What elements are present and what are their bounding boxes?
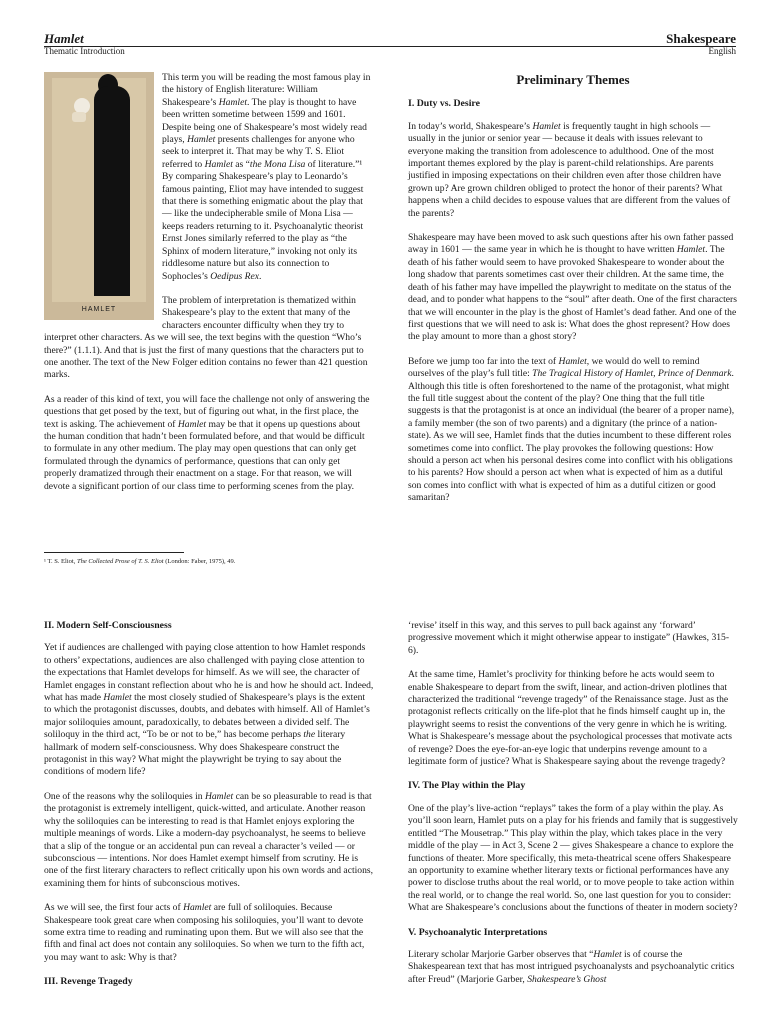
section-heading-duty: I. Duty vs. Desire [408,98,480,110]
intro-column [44,72,374,505]
section-heading-play-within: IV. The Play within the Play [408,780,526,792]
intro-paragraph-1: This term you will be reading the most famous play in the history of English literature: William Shakespeare’s Hamlet. The play is thought to have been written sometime between 1599 and 1601. Despite being one of Shakespeare’s most widely read plays, Hamlet presents challenges for anyone who seek to interpret it. That may be why T. S. Eliot referred to Hamlet as “the Mona Lisa of literature.”¹ By comparing Shakespeare’s play to Leonardo’s famous painting, Eliot may have intended to suggest that there is something enigmatic about the play that — like the undecipherable smile of Mona Lisa — keeps readers returning to it. Psychoanalytic theorist Ernst Jones similarly referred to the play as “the Sphinx of modern literature,” invoking not only its riddlesome nature but also its connection to Sophocles’s Oedipus Rex. [162,72,371,282]
continued-paragraph: ‘revise’ itself in this way, and this serves to pull back against any ‘forward’ progressive movement which it might otherwise appear to instigate” (Hawkes, 315-6). [408,620,730,656]
poster-caption: HAMLET [81,305,117,313]
play-within-paragraph: One of the play’s live-action “replays” takes the form of a play within the play. As you’ll soon learn, Hamlet puts on a play for his friends and family that is suggestively entitled “The Mousetrap.” This play within the play, which takes place in the very middle of the play — in Act 3, Scene 2 — gives Shakespeare a chance to explore the functions of theater. More specifically, this meta-theatrical scene offers Shakespeare an opportunity to examine whether literary texts or fictional performances have any power to disclose truths about the real world, or to move people to take action within the real world, or to change the real world. So, one last question for you to consider: What are Shakespeare’s conclusions about the functions of theater in modern society? [408,802,738,914]
section-heading-revenge: III. Revenge Tragedy [44,976,133,988]
document-subtitle: Thematic Introduction [44,46,125,56]
section-heading-modern: II. Modern Self-Consciousness [44,620,172,631]
revenge-paragraph: At the same time, Hamlet’s proclivity for thinking before he acts would seem to enable Shakespeare to depart from the swift, linear, and action-driven plotlines that characterized the traditional “revenge tragedy” of the Renaissance stage. Just as the protagonist reflects critically on the life-plot that he finds himself caught up in, the playwright seems to resist the conventions of the very genre in which he is writing. What is Shakespeare’s message about the psychological processes that motivate acts of revenge? Does the eye-for-an-eye logic that underpins revenge amount to a legitimate form of justice? What is Shakespeare saying about the revenge tragedy? [408,669,732,768]
hamlet-figure-cloak [94,86,130,296]
page-header-left [44,31,125,57]
themes-heading: Preliminary Themes [516,72,630,87]
themes-paragraph-2: Shakespeare may have been moved to ask such questions after his own father passed away in 1601 — the same year in which he is thought to have written Hamlet. The death of his father would seem to have provoked Shakespeare to wonder about the long shadow that parents sometimes cast over their children. At the same time, the death of his father may have impelled the playwright to meditate on the status of the dead, and to ponder what happens to the “soul” after death. One of the first characters that we will encounter in the play is the ghost of Hamlet’s dead father. And one of the first questions that we will need to ask is: What does the ghost represent? How does the play amount to more than a ghost story? [408,232,737,343]
modern-paragraph-1: Yet if audiences are challenged with paying close attention to how Hamlet responds to others’ expectations, audiences are also challenged with paying close attention to the expectations that Hamlet develops for himself. As we will see, the character of Hamlet engages in constant reflection about who he is and how he should act. Indeed, what has made Hamlet the most closely studied of Shakespeare’s plays is the extent to which the protagonist discusses, doubts, and debates with himself. All of Hamlet’s major soliloquies amount, paradoxically, to debates between a divided self. The soliloquy in the third act, “To be or not to be,” has become perhaps the literary hallmark of modern self-consciousness. Why does Shakespeare construct the protagonist in this way? What might the playwright be trying to say about the conditions of modern life? [44,642,374,778]
subject-label: English [708,46,736,56]
author-name: Shakespeare [666,31,736,46]
themes-paragraph-1: In today’s world, Shakespeare’s Hamlet is frequently taught in high schools — usually in the junior or senior year — because it deals with issues relevant to everyone making the transition from adolescence to adulthood. One of the most important themes explored by the play is parent-child relationships. Are parents justified in imposing expectations on their children even after those children have grown up? Are grown children obliged to protect the honor of their parents? What happens when a child decides to espouse values that are different from the values of the parents? [408,120,731,219]
psychoanalytic-paragraph: Literary scholar Marjorie Garber observes that “Hamlet is of course the Shakespearean text that has most intrigued psychoanalysts and psychoanalytic critics after Freud” (Marjorie Garber, Shakespeare’s Ghost [408,948,735,985]
themes-column [408,74,738,517]
intro-paragraph-2: The problem of interpretation is thematized within Shakespeare’s play to the extent that many of the characters encounter difficulty when they try to interpret other characters. As we will see, the text begins with the question “Who’s there?” (1.1.1). And that is just the first of many questions that the characters put to one another. The text of the New Folger edition contains no fewer than 421 question marks. [44,294,368,381]
header-rule [44,46,736,47]
hand-shape [72,112,86,122]
footnote-rule [44,552,184,553]
self-consciousness-column [44,620,374,999]
page-header-right [666,31,736,57]
hamlet-illustration [44,72,154,320]
play-within-column [408,620,738,998]
themes-paragraph-3: Before we jump too far into the text of Hamlet, we would do well to remind ourselves of the play’s full title: The Tragical History of Hamlet, Prince of Denmark. Although this title is often foreshortened to the name of the protagonist, what might the full title suggest about the content of the play? One thing that the full title suggests is that the protagonist is at once an individual (the bearer of a proper name), a family member (the son of two parents) and a dignitary (the prince of a nation-state). As we will see, Hamlet finds that the duties incumbent to these different roles sometimes come into conflict. The play provokes the following questions: How should a person act when his personal desires come into conflict with his obligations to his parents? How should a person act when what is expected of him as a dutiful son comes into conflict with what is expected of him as a dutiful citizen or good samaritan? [408,355,735,504]
footnote: ¹ T. S. Eliot, The Collected Prose of T. S. Eliot (London: Faber, 1975), 49. [44,558,236,565]
intro-paragraph-3: As a reader of this kind of text, you will face the challenge not only of answering the questions that get posed by the text, but of figuring out what, in the first place, the text is asking. The achievement of Hamlet may be that it opens up questions about the human condition that hadn’t been formulated before, and that would be difficult to formulate in any other medium. The play may open questions that can only get formulated through the dynamics of performance, questions that can only get properly dramatized through their enactment on a stage. For that reason, we will devote a significant portion of our class time to performing scenes from the play. [44,393,370,492]
document-title: Hamlet [44,31,84,46]
section-heading-psychoanalytic: V. Psychoanalytic Interpretations [408,926,548,938]
modern-paragraph-2: One of the reasons why the soliloquies in Hamlet can be so pleasurable to read is that the protagonist is extremely intelligent, quick-witted, and articulate. Another reason why the soliloquies can be interesting to read is that Hamlet enjoys exploring the multiple meanings of words. Like a modern-day psychoanalyst, he seems to believe that a slip of the tongue or an accidental pun can reveal a character’s veiled — or subconscious — intentions. Nor does Hamlet exempt himself from scrutiny. He is one of the first literary characters to reflect critically upon his own words and actions, examining them for hints of subconscious motives. [44,790,374,889]
modern-paragraph-3: As we will see, the first four acts of Hamlet are full of soliloquies. Because Shakespeare took great care when composing his soliloquies, you’ll want to devote some extra time to reading and ruminating upon them. But we will also see that the fifth and final act does not contain any soliloquies. So when we turn to the fifth act, you may want to ask: Why is that? [44,902,365,963]
